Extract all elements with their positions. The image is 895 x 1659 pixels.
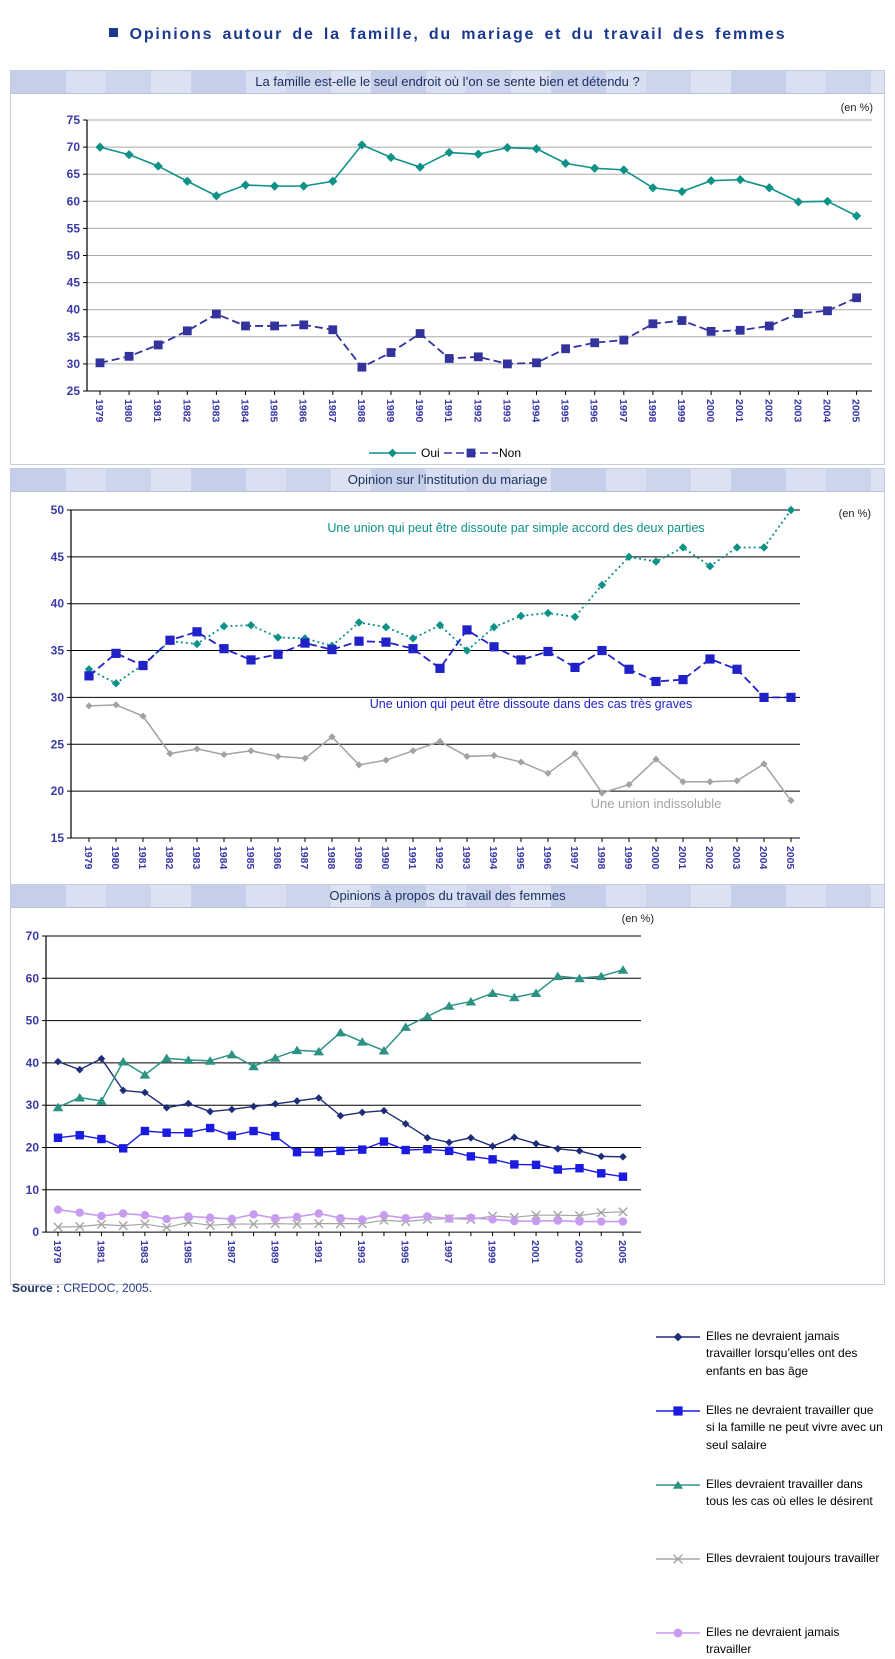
svg-text:70: 70 — [66, 140, 80, 155]
svg-text:1998: 1998 — [595, 845, 607, 870]
legend-label: Non — [499, 446, 522, 460]
svg-text:1984: 1984 — [217, 845, 229, 870]
svg-text:50: 50 — [66, 248, 80, 263]
page-title-text: Opinions autour de la famille, du mariage et du travail des femmes — [129, 26, 787, 43]
svg-text:1995: 1995 — [398, 1240, 411, 1264]
source-line — [12, 1281, 152, 1295]
svg-text:1994: 1994 — [529, 399, 542, 423]
svg-text:1995: 1995 — [514, 845, 526, 870]
svg-text:1981: 1981 — [94, 1240, 107, 1264]
svg-text:25: 25 — [50, 737, 64, 752]
svg-text:1992: 1992 — [471, 399, 484, 423]
svg-text:60: 60 — [66, 194, 80, 209]
series-annotation: Une union qui peut être dissoute par simple accord des deux parties — [327, 521, 705, 535]
page-title — [0, 26, 895, 44]
family-chart-plot — [11, 94, 884, 464]
legend-marker-triangle-icon — [656, 1479, 700, 1491]
svg-text:2001: 2001 — [676, 845, 688, 870]
legend-label: Elles ne devraient jamais travailler — [706, 1625, 840, 1657]
svg-text:50: 50 — [50, 503, 64, 517]
svg-text:45: 45 — [50, 549, 64, 564]
svg-text:1988: 1988 — [354, 399, 367, 423]
svg-text:65: 65 — [66, 167, 80, 182]
legend-label: Elles devraient travailler dans tous les cas où elles le désirent — [706, 1477, 873, 1509]
svg-text:1985: 1985 — [181, 1240, 194, 1264]
svg-text:1989: 1989 — [352, 845, 364, 870]
svg-text:1983: 1983 — [137, 1240, 150, 1264]
svg-text:35: 35 — [50, 643, 64, 658]
svg-text:1997: 1997 — [442, 1240, 455, 1264]
svg-text:1989: 1989 — [384, 399, 396, 423]
svg-text:40: 40 — [50, 596, 64, 611]
svg-text:1992: 1992 — [433, 845, 445, 870]
series-line — [58, 970, 623, 1107]
svg-text:2005: 2005 — [849, 399, 862, 423]
svg-text:2000: 2000 — [649, 845, 661, 870]
svg-text:1999: 1999 — [675, 399, 687, 423]
svg-text:40: 40 — [25, 1055, 39, 1070]
legend-label: Elles ne devraient jamais travailler lorsqu’elles ont des enfants en bas âge — [706, 1329, 858, 1378]
svg-text:2002: 2002 — [703, 845, 715, 870]
svg-text:1985: 1985 — [244, 845, 256, 870]
svg-text:1983: 1983 — [190, 845, 202, 870]
legend-marker-x-icon — [656, 1553, 700, 1565]
svg-text:30: 30 — [66, 356, 80, 371]
svg-text:1993: 1993 — [355, 1240, 368, 1264]
svg-text:1990: 1990 — [379, 845, 391, 870]
marriage-chart-plot — [11, 492, 884, 889]
svg-text:1999: 1999 — [622, 845, 634, 870]
source-label: Source : — [12, 1281, 61, 1295]
svg-text:1985: 1985 — [267, 399, 280, 423]
svg-text:2001: 2001 — [733, 399, 746, 423]
chart-section-marriage — [10, 468, 885, 890]
svg-text:60: 60 — [25, 971, 39, 986]
chart-title-family: La famille est-elle le seul endroit où l’on se sente bien et détendu ? — [11, 71, 884, 94]
svg-text:0: 0 — [32, 1225, 39, 1240]
svg-text:20: 20 — [50, 784, 64, 799]
svg-text:1986: 1986 — [296, 399, 309, 423]
legend-marker-square-icon — [656, 1405, 700, 1417]
svg-text:1979: 1979 — [51, 1240, 63, 1264]
svg-text:1991: 1991 — [406, 845, 418, 870]
svg-text:1995: 1995 — [558, 399, 571, 423]
svg-text:1993: 1993 — [460, 845, 472, 870]
svg-text:1981: 1981 — [151, 399, 164, 423]
svg-text:1983: 1983 — [209, 399, 222, 423]
svg-text:70: 70 — [25, 929, 39, 943]
chart-title-women-work: Opinions à propos du travail des femmes — [11, 885, 884, 908]
svg-text:2004: 2004 — [820, 399, 833, 423]
svg-text:1987: 1987 — [325, 399, 338, 423]
svg-text:2002: 2002 — [762, 399, 775, 423]
svg-text:2005: 2005 — [784, 845, 796, 870]
svg-text:75: 75 — [66, 113, 80, 127]
legend-label: Elles ne devraient travailler que si la famille ne peut vivre avec un seul salaire — [706, 1403, 883, 1452]
svg-text:1980: 1980 — [109, 845, 121, 870]
svg-text:1979: 1979 — [93, 399, 105, 423]
svg-text:1991: 1991 — [311, 1240, 324, 1264]
svg-text:1987: 1987 — [298, 845, 310, 870]
legend-item — [656, 1624, 884, 1659]
unit-label: (en %) — [621, 913, 654, 925]
legend-item — [656, 1550, 879, 1567]
svg-text:35: 35 — [66, 329, 80, 344]
svg-text:40: 40 — [66, 302, 80, 317]
svg-text:1986: 1986 — [271, 845, 283, 870]
legend-label: Elles devraient toujours travailler — [706, 1551, 880, 1565]
series-annotation: Une union indissoluble — [590, 796, 722, 811]
chart-title-marriage: Opinion sur l’institution du mariage — [11, 469, 884, 492]
svg-text:1997: 1997 — [616, 399, 629, 423]
svg-text:1984: 1984 — [238, 399, 251, 423]
svg-text:2003: 2003 — [572, 1240, 585, 1264]
svg-text:30: 30 — [50, 690, 64, 705]
legend-label: Oui — [421, 446, 440, 460]
svg-text:55: 55 — [66, 221, 80, 236]
svg-text:25: 25 — [66, 384, 80, 398]
svg-text:2003: 2003 — [791, 399, 804, 423]
svg-text:10: 10 — [25, 1182, 39, 1197]
series-annotation: Une union qui peut être dissoute dans des cas très graves — [369, 697, 693, 711]
svg-text:20: 20 — [25, 1140, 39, 1155]
svg-text:1981: 1981 — [136, 845, 148, 870]
legend-marker-diamond-icon — [656, 1331, 700, 1343]
svg-text:45: 45 — [66, 275, 80, 290]
legend-marker-circle-icon — [656, 1627, 700, 1639]
svg-text:1994: 1994 — [487, 845, 499, 870]
svg-text:1996: 1996 — [587, 399, 600, 423]
svg-text:2000: 2000 — [704, 399, 717, 423]
series-line — [89, 510, 791, 683]
legend-item — [656, 1402, 884, 1454]
svg-text:1990: 1990 — [413, 399, 426, 423]
svg-text:1980: 1980 — [122, 399, 135, 423]
svg-text:1982: 1982 — [163, 845, 175, 870]
svg-text:1993: 1993 — [500, 399, 513, 423]
svg-text:1991: 1991 — [442, 399, 455, 423]
unit-label: (en %) — [838, 508, 871, 520]
series-line — [89, 705, 791, 801]
svg-text:1999: 1999 — [485, 1240, 498, 1264]
women-work-chart-plot — [11, 908, 884, 1284]
svg-text:1987: 1987 — [224, 1240, 237, 1264]
svg-text:1997: 1997 — [568, 845, 580, 870]
source-value: CREDOC, 2005. — [60, 1281, 153, 1295]
series-line — [89, 630, 791, 697]
svg-text:1998: 1998 — [645, 399, 658, 423]
svg-text:15: 15 — [50, 830, 64, 845]
svg-text:50: 50 — [25, 1013, 39, 1028]
svg-text:1989: 1989 — [268, 1240, 281, 1264]
square-bullet-icon — [109, 28, 118, 37]
svg-text:30: 30 — [25, 1098, 39, 1113]
legend-item — [656, 1328, 884, 1380]
svg-text:2005: 2005 — [615, 1240, 628, 1264]
unit-label: (en %) — [840, 102, 873, 114]
svg-text:2001: 2001 — [529, 1240, 542, 1264]
svg-text:1988: 1988 — [325, 845, 337, 870]
svg-text:2003: 2003 — [730, 845, 742, 870]
legend-item — [656, 1476, 884, 1511]
svg-text:1979: 1979 — [82, 845, 94, 870]
svg-text:1982: 1982 — [180, 399, 193, 423]
svg-text:2004: 2004 — [757, 845, 769, 870]
svg-text:1996: 1996 — [541, 845, 553, 870]
chart-section-family — [10, 70, 885, 465]
